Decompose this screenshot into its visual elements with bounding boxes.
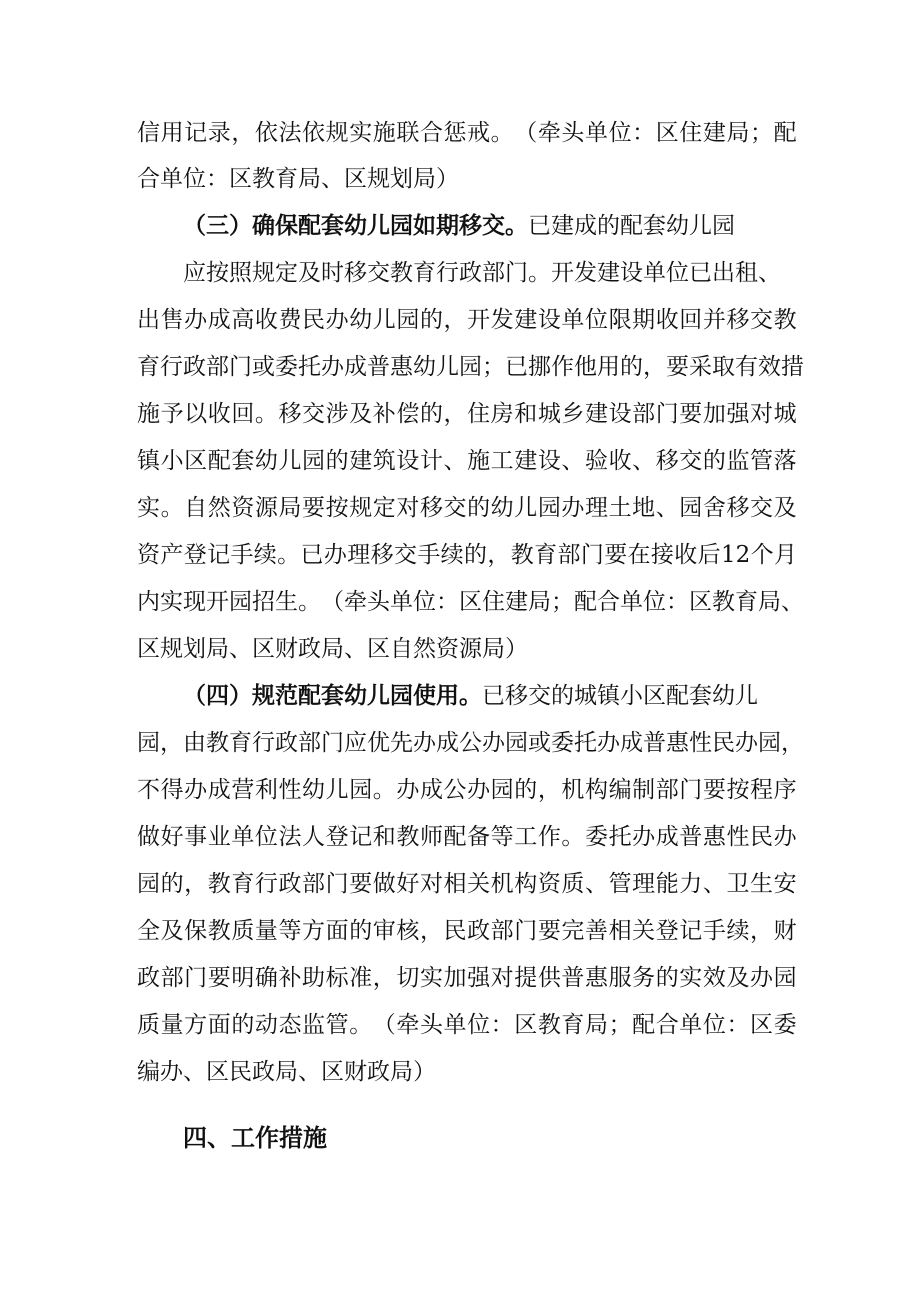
body-line: 施 予 以 收 回 。 移 交 涉 及 补 偿 的 ， 住 房 和 城 乡 建 设 部 门 要 加 强 对 城	[137, 401, 797, 427]
body-line: 质 量 方 面 的 动 态 监 管 。 （ 牵 头 单 位 ： 区 教 育 局 ； 配 合 单 位 ： 区 委	[137, 1012, 797, 1038]
body-line: 育 行 政 部 门 或 委 托 办 成 普 惠 幼 儿 园 ； 已 挪 作 他 用 的 ， 要 采 取 有 效 措	[137, 354, 804, 380]
section-4-heading: （四）规范配套幼儿园使用。	[183, 682, 482, 709]
body-line: 出 售 办 成 高 收 费 民 办 幼 儿 园 的 ， 开 发 建 设 单 位 限 期 收 回 并 移 交 教	[137, 307, 797, 333]
body-line: 园 ， 由 教 育 行 政 部 门 应 优 先 办 成 公 办 园 或 委 托 办 成 普 惠 性 民 办 园 ，	[137, 730, 804, 756]
section-4-first-line-text: 已移交的城镇小区配套幼儿	[482, 683, 758, 709]
body-line: 镇 小 区 配 套 幼 儿 园 的 建 筑 设 计 、 施 工 建 设 、 验 收 、 移 交 的 监 管 落	[137, 448, 797, 474]
body-line: 做 好 事 业 单 位 法 人 登 记 和 教 师 配 备 等 工 作 。 委 托 办 成 普 惠 性 民 办	[137, 824, 797, 850]
body-line: 区规划局、区财政局、区自然资源局）	[137, 636, 528, 662]
body-line: 应按照规定及时移交教育行政部门。开发建设单位已出租、	[183, 260, 781, 286]
body-line: 内 实 现 开 园 招 生 。 （ 牵 头 单 位 ： 区 住 建 局 ； 配 合 单 位 ： 区 教 育 局 、	[137, 589, 804, 615]
body-line: 合单位：区教育局、区规划局）	[137, 166, 459, 192]
section-4-first-line	[183, 680, 797, 712]
body-line: 编办、区民政局、区财政局）	[137, 1059, 436, 1085]
section-3-first-line-text: 已建成的配套幼儿园	[528, 213, 735, 239]
body-line: 园 的 ， 教 育 行 政 部 门 要 做 好 对 相 关 机 构 资 质 、 管 理 能 力 、 卫 生 安	[137, 871, 797, 897]
chapter-4-heading: 四、工作措施	[183, 1124, 327, 1152]
body-line: 政 部 门 要 明 确 补 助 标 准 ， 切 实 加 强 对 提 供 普 惠 服 务 的 实 效 及 办 园	[137, 965, 797, 991]
body-line: 实 。 自 然 资 源 局 要 按 规 定 对 移 交 的 幼 儿 园 办 理 土 地 、 园 舍 移 交 及	[137, 495, 797, 521]
body-line: 全 及 保 教 质 量 等 方 面 的 审 核 ， 民 政 部 门 要 完 善 相 关 登 记 手 续 ， 财	[137, 918, 797, 944]
section-3-first-line	[183, 210, 797, 242]
body-line: 资 产 登 记 手 续 。 已 办 理 移 交 手 续 的 ， 教 育 部 门 要 在 接 收 后 12 个 月	[137, 542, 797, 568]
body-line: 信 用 记 录 ， 依 法 依 规 实 施 联 合 惩 戒 。 （ 牵 头 单 位 ： 区 住 建 局 ； 配	[137, 120, 797, 146]
body-line: 不 得 办 成 营 利 性 幼 儿 园 。 办 成 公 办 园 的 ， 机 构 编 制 部 门 要 按 程 序	[137, 777, 797, 803]
section-3-heading: （三）确保配套幼儿园如期移交。	[183, 212, 528, 239]
